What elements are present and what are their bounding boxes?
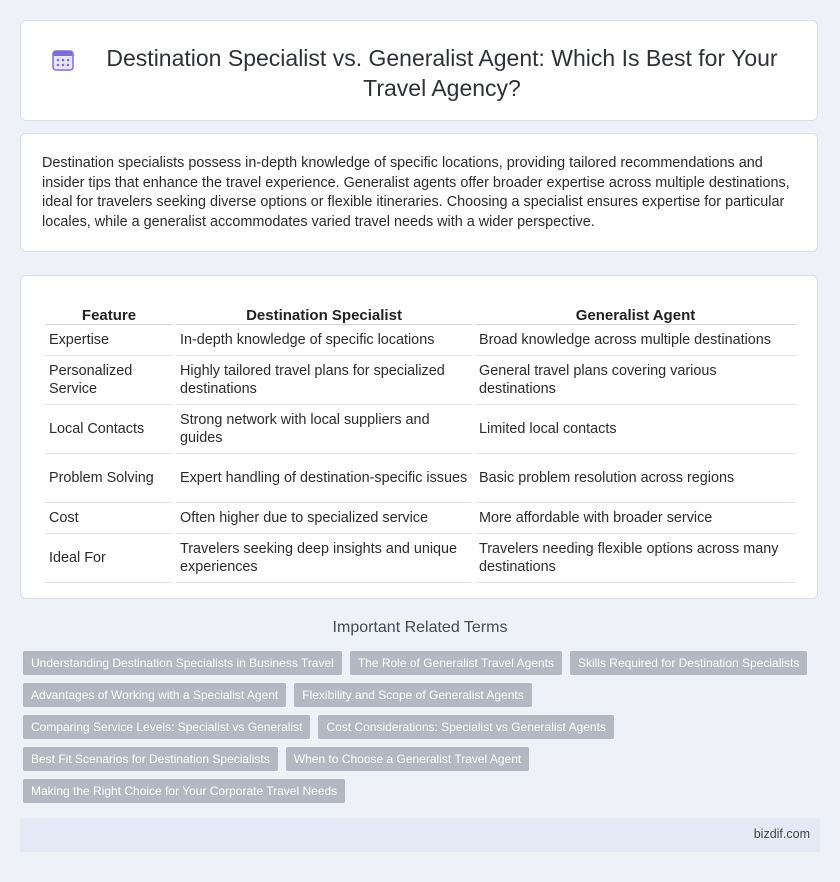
related-term-tag[interactable]: Cost Considerations: Specialist vs Generalist Agents	[318, 715, 613, 739]
table-cell-feature: Local Contacts	[45, 405, 173, 454]
related-term-tag[interactable]: When to Choose a Generalist Travel Agent	[286, 747, 529, 771]
related-term-tag[interactable]: Understanding Destination Specialists in Business Travel	[23, 651, 342, 675]
table-cell-feature: Expertise	[45, 325, 173, 356]
related-terms-heading: Important Related Terms	[332, 619, 508, 636]
table-row	[45, 503, 796, 534]
table-cell-generalist: Travelers needing flexible options across many destinations	[475, 534, 796, 583]
footer	[20, 818, 820, 852]
column-header-feature: Feature	[45, 296, 173, 325]
table-row	[45, 356, 796, 405]
table-cell-specialist: Strong network with local suppliers and guides	[176, 405, 472, 454]
table-cell-generalist: More affordable with broader service	[475, 503, 796, 534]
table-header-row	[45, 296, 796, 325]
comparison-table-card	[20, 275, 818, 599]
table-cell-specialist: Travelers seeking deep insights and unique experiences	[176, 534, 472, 583]
table-cell-feature: Problem Solving	[45, 454, 173, 503]
related-term-tag[interactable]: Making the Right Choice for Your Corporate Travel Needs	[23, 779, 345, 803]
related-term-tag[interactable]: Comparing Service Levels: Specialist vs Generalist	[23, 715, 310, 739]
table-cell-generalist: Broad knowledge across multiple destinations	[475, 325, 796, 356]
table-row	[45, 534, 796, 583]
table-cell-specialist: Expert handling of destination-specific issues	[176, 454, 472, 503]
column-header-specialist: Destination Specialist	[176, 296, 472, 325]
related-terms-list	[23, 651, 813, 811]
intro-card	[20, 133, 818, 252]
table-cell-generalist: General travel plans covering various destinations	[475, 356, 796, 405]
related-term-tag[interactable]: Flexibility and Scope of Generalist Agents	[294, 683, 531, 707]
related-term-tag[interactable]: Advantages of Working with a Specialist Agent	[23, 683, 286, 707]
header-card	[20, 20, 818, 121]
table-cell-feature: Personalized Service	[45, 356, 173, 405]
table-row	[45, 325, 796, 356]
page-title: Destination Specialist vs. Generalist Agent: Which Is Best for Your Travel Agency?	[106, 45, 778, 101]
table-cell-specialist: Highly tailored travel plans for specialized destinations	[176, 356, 472, 405]
footer-brand-link[interactable]: bizdif.com	[753, 827, 810, 841]
table-row	[45, 454, 796, 503]
related-term-tag[interactable]: Skills Required for Destination Specialists	[570, 651, 807, 675]
related-term-tag[interactable]: The Role of Generalist Travel Agents	[350, 651, 562, 675]
table-cell-specialist: Often higher due to specialized service	[176, 503, 472, 534]
column-header-generalist: Generalist Agent	[475, 296, 796, 325]
table-cell-generalist: Limited local contacts	[475, 405, 796, 454]
table-cell-specialist: In-depth knowledge of specific locations	[176, 325, 472, 356]
intro-paragraph: Destination specialists possess in-depth knowledge of specific locations, providing tailored recommendations and insider tips that enhance the travel experience. Generalist agents offer broader expertise across multiple destinations, ideal for travelers seeking diverse options or flexible itineraries. Choosing a specialist ensures expertise for particular locales, while a generalist accommodates varied travel needs with a wider perspective.	[42, 155, 790, 230]
table-cell-feature: Ideal For	[45, 534, 173, 583]
table-row	[45, 405, 796, 454]
table-cell-generalist: Basic problem resolution across regions	[475, 454, 796, 503]
comparison-table	[42, 296, 799, 583]
related-term-tag[interactable]: Best Fit Scenarios for Destination Specialists	[23, 747, 278, 771]
table-cell-feature: Cost	[45, 503, 173, 534]
